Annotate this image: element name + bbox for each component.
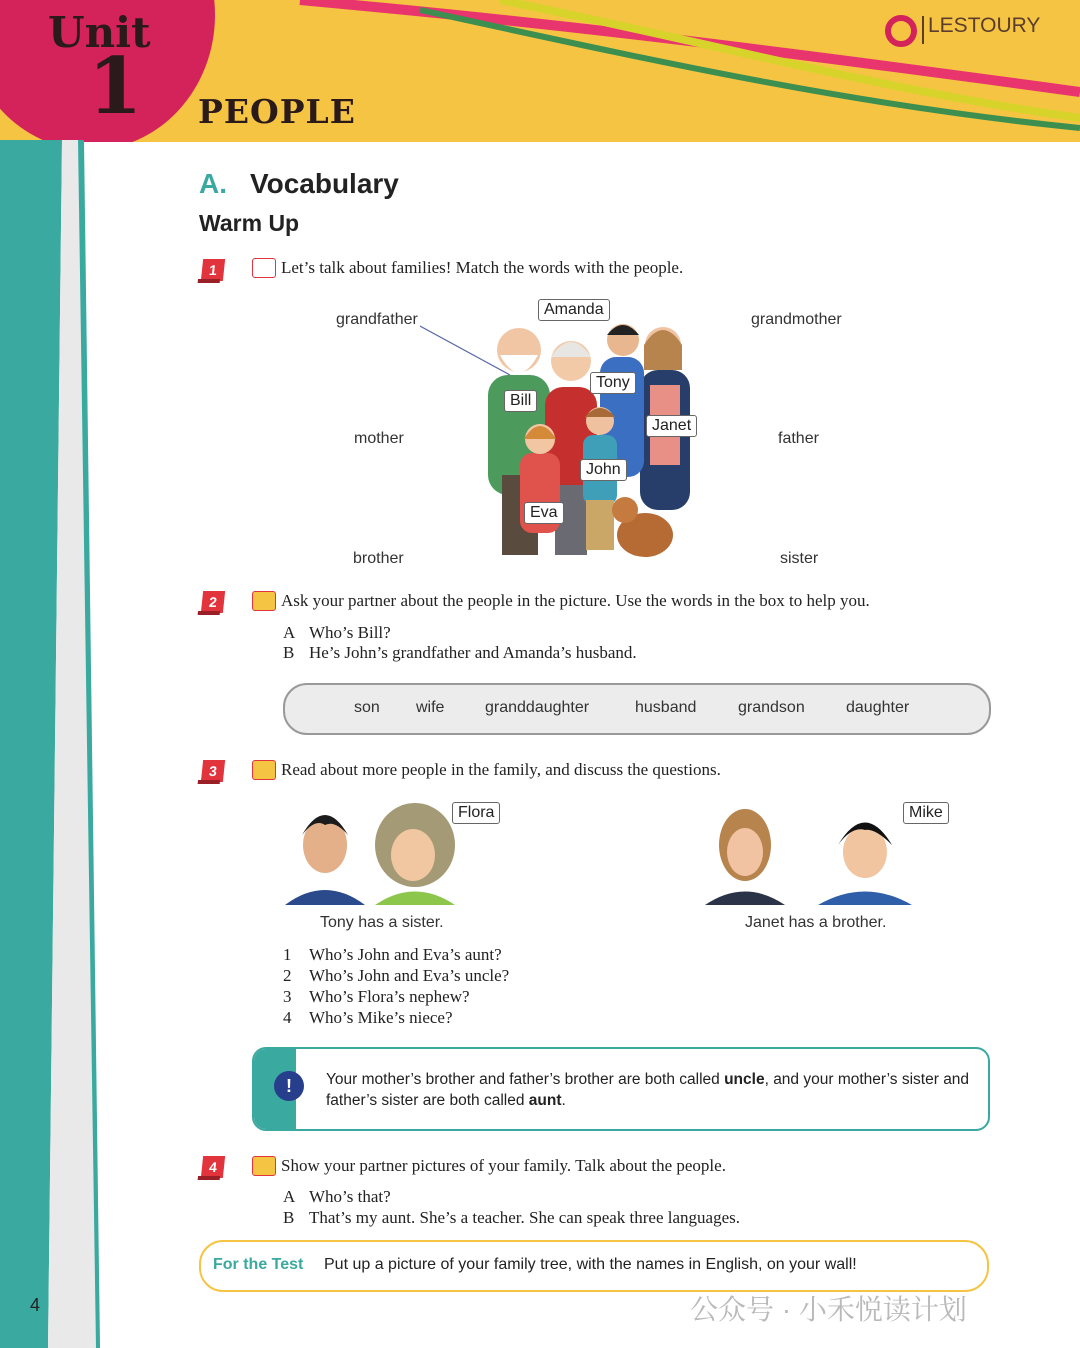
task-3-number: 3: [201, 760, 225, 782]
task-1-instruction: Let’s talk about families! Match the words with the people.: [281, 258, 684, 277]
word-box: [283, 683, 991, 735]
word-brother: brother: [353, 550, 404, 567]
question-number: 4: [283, 1008, 292, 1027]
pair-work-icon: [252, 1156, 276, 1176]
question-text: Who’s Flora’s nephew?: [309, 987, 470, 1006]
unit-header: [0, 0, 1080, 142]
word-sister: sister: [780, 550, 819, 567]
dialogue-speaker: B: [283, 1208, 295, 1227]
publisher-logo-text: LESTOURY: [928, 14, 1041, 37]
for-the-test-text: Put up a picture of your family tree, with the names in English, on your wall!: [324, 1256, 857, 1273]
note-text: Your mother’s brother and father’s brother are both called uncle, and your mother’s sister and father’s sister are both called aunt.: [326, 1071, 970, 1109]
name-tag-flora: Flora: [452, 802, 500, 824]
left-teal-stripe: [0, 140, 100, 1348]
pair-work-icon: [252, 760, 276, 780]
for-the-test-label: For the Test: [213, 1256, 304, 1273]
pair-work-icon: [252, 591, 276, 611]
unit-number: 1: [88, 41, 143, 132]
box-word: husband: [635, 699, 697, 716]
task-1-number: 1: [201, 259, 225, 281]
logo-divider: [922, 16, 924, 44]
info-note-box: [252, 1047, 990, 1131]
name-tag-janet: Janet: [646, 415, 697, 437]
task-4-number: 4: [201, 1156, 225, 1178]
dialogue-line: He’s John’s grandfather and Amanda’s husband.: [309, 643, 637, 662]
word-father: father: [778, 430, 819, 447]
section-letter: A.: [199, 168, 227, 199]
name-tag-amanda: Amanda: [538, 299, 610, 321]
dialogue-line: That’s my aunt. She’s a teacher. She can speak three languages.: [309, 1208, 740, 1227]
question-number: 1: [283, 945, 292, 964]
dialogue-line: Who’s Bill?: [309, 623, 391, 642]
task-3-instruction: Read about more people in the family, and discuss the questions.: [281, 760, 721, 779]
publisher-logo-icon: [884, 14, 918, 48]
exclamation-icon: !: [274, 1071, 304, 1101]
question-text: Who’s John and Eva’s aunt?: [309, 945, 502, 964]
name-tag-bill: Bill: [504, 390, 537, 412]
task-2-instruction: Ask your partner about the people in the picture. Use the words in the box to help you.: [281, 591, 870, 610]
task-4-instruction: Show your partner pictures of your family. Talk about the people.: [281, 1156, 726, 1175]
watermark: 公众号 · 小禾悦读计划: [690, 1294, 967, 1325]
dialogue-speaker: A: [283, 1187, 296, 1206]
for-the-test-box: [199, 1240, 989, 1292]
question-number: 3: [283, 987, 292, 1006]
pencil-icon: [252, 258, 276, 278]
page-number: 4: [30, 1295, 41, 1315]
box-word: granddaughter: [485, 699, 590, 716]
word-grandfather: grandfather: [336, 311, 418, 328]
name-tag-john: John: [580, 459, 627, 481]
unit-label: Unit: [48, 8, 151, 57]
box-word: daughter: [846, 699, 910, 716]
task-2-number: 2: [201, 591, 225, 613]
word-grandmother: grandmother: [751, 311, 842, 328]
warm-up-title: Warm Up: [199, 210, 300, 236]
name-tag-tony: Tony: [590, 372, 636, 394]
word-mother: mother: [354, 430, 404, 447]
name-tag-mike: Mike: [903, 802, 949, 824]
unit-title: PEOPLE: [198, 92, 356, 131]
section-title: Vocabulary: [250, 168, 399, 199]
box-word: wife: [416, 699, 445, 716]
janet-mike-portraits: [700, 800, 920, 905]
box-word: grandson: [738, 699, 805, 716]
question-number: 2: [283, 966, 292, 985]
question-text: Who’s Mike’s niece?: [309, 1008, 453, 1027]
dialogue-speaker: B: [283, 643, 295, 662]
caption-tony: Tony has a sister.: [320, 914, 444, 931]
box-word: son: [354, 699, 380, 716]
question-text: Who’s John and Eva’s uncle?: [309, 966, 510, 985]
dialogue-line: Who’s that?: [309, 1187, 391, 1206]
tony-flora-portraits: [280, 800, 470, 905]
dialogue-speaker: A: [283, 623, 296, 642]
name-tag-eva: Eva: [524, 502, 564, 524]
caption-janet: Janet has a brother.: [745, 914, 887, 931]
